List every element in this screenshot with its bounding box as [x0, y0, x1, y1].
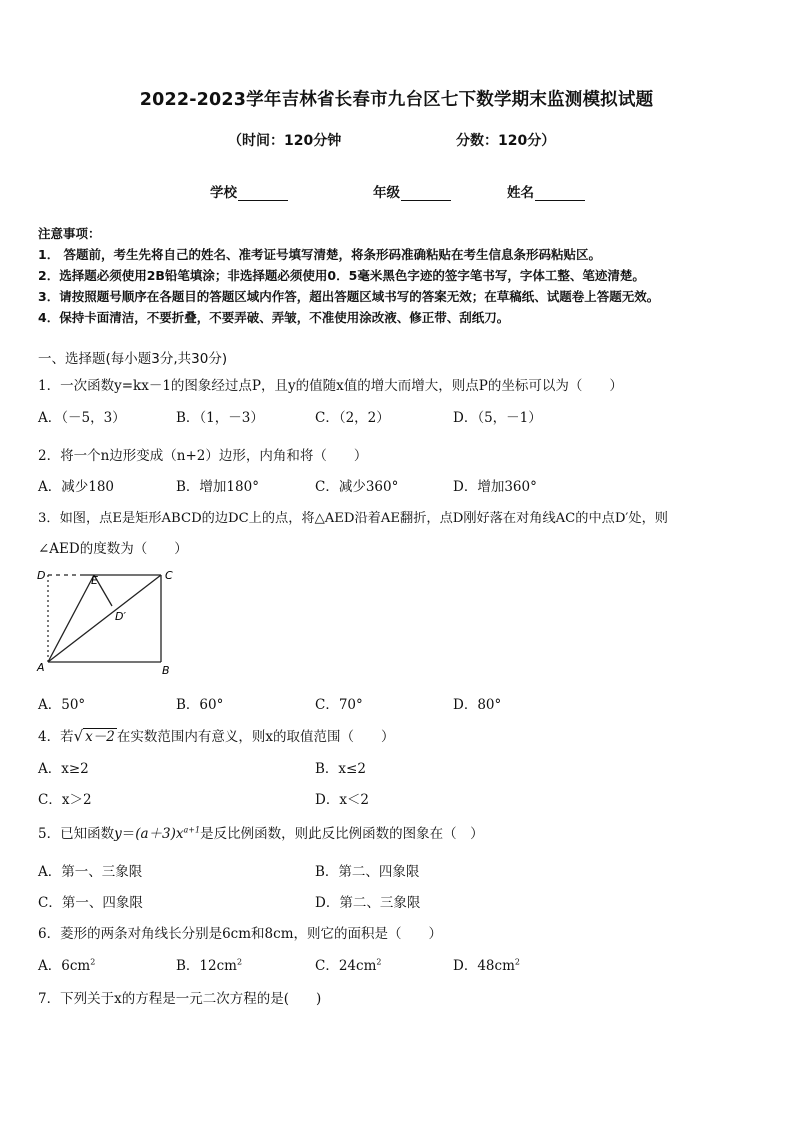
question-3-stem-line1: 3．如图，点E是矩形ABCD的边DC上的点，将△AED沿着AE翻折，点D刚好落在对角线AC的中点D′处，则	[38, 511, 668, 526]
name-blank[interactable]	[535, 186, 585, 201]
q1-option-a[interactable]: A．（－5，3）	[38, 410, 126, 426]
question-4-stem	[38, 725, 394, 745]
note-item-3: 3．请按照题号顺序在各题目的答题区域内作答，超出答题区域书写的答案无效；在草稿纸、试题卷上答题无效。	[38, 289, 660, 304]
school-label: 学校	[210, 185, 237, 201]
q4-option-d[interactable]: D．x＜2	[315, 792, 370, 808]
q1-option-c[interactable]: C．（2，2）	[315, 410, 390, 426]
q1-option-b[interactable]: B．（1，－3）	[176, 410, 264, 426]
q3-option-b[interactable]: B．60°	[176, 697, 224, 713]
page-title: 2022-2023学年吉林省长春市九台区七下数学期末监测模拟试题	[139, 90, 654, 110]
question-1-stem: 1．一次函数y=kx－1的图象经过点P，且y的值随x值的增大而增大，则点P的坐标可以为（ ）	[38, 378, 623, 394]
q5-option-a[interactable]: A．第一、三象限	[38, 864, 143, 880]
label-point-b: B	[162, 664, 170, 677]
school-blank[interactable]	[238, 186, 288, 201]
label-point-c: C	[165, 569, 173, 582]
label-point-d-prime: D′	[115, 610, 126, 623]
q3-option-c[interactable]: C．70°	[315, 697, 363, 713]
q6-option-b[interactable]	[176, 954, 242, 974]
q4-option-b[interactable]: B．x≤2	[315, 761, 366, 777]
q6-option-b-exp: 2	[236, 957, 243, 967]
q5-func-x: x	[175, 826, 184, 842]
q5-option-b[interactable]: B．第二、四象限	[315, 864, 420, 880]
q6-option-d[interactable]	[453, 954, 520, 974]
label-point-a: A	[37, 661, 45, 674]
q4-stem-prefix: 4．若	[38, 729, 74, 745]
grade-blank[interactable]	[401, 186, 451, 201]
q6-option-c-exp: 2	[376, 957, 382, 967]
question-6-stem: 6．菱形的两条对角线长分别是6cm和8cm，则它的面积是（ ）	[38, 926, 442, 942]
question-3-stem-line2: ∠AED的度数为（ ）	[38, 541, 188, 557]
label-point-e: E	[91, 574, 98, 587]
q6-option-d-exp: 2	[514, 957, 520, 967]
section-heading: 一、选择题(每小题3分,共30分)	[38, 351, 228, 367]
q4-option-a[interactable]: A．x≥2	[38, 761, 89, 777]
name-field[interactable]	[507, 181, 585, 201]
school-field[interactable]	[210, 181, 288, 201]
q6-option-a[interactable]	[38, 954, 95, 974]
note-item-2: 2．选择题必须使用2B铅笔填涂；非选择题必须使用0．5毫米黑色字迹的签字笔书写，字体工整、笔迹清楚。	[38, 268, 645, 283]
q6-option-c[interactable]	[315, 954, 381, 974]
q6-option-b-text: B．12cm	[176, 958, 237, 974]
notes-heading: 注意事项：	[38, 226, 101, 241]
q2-option-c[interactable]: C．减少360°	[315, 479, 399, 495]
q5-func-y: y	[114, 826, 122, 842]
q4-stem-suffix: 在实数范围内有意义，则x的取值范围（ ）	[116, 729, 395, 745]
sqrt-symbol: √	[73, 727, 84, 745]
note-item-1: 1． 答题前，考生先将自己的姓名、准考证号填写清楚，将条形码准确粘贴在考生信息条形码粘贴区。	[38, 247, 602, 262]
q6-option-a-exp: 2	[90, 957, 96, 967]
q6-option-d-text: D．48cm	[453, 958, 515, 974]
grade-label: 年级	[373, 185, 400, 201]
q5-option-c[interactable]: C．第一、四象限	[38, 895, 143, 911]
exam-score: 分数：120分）	[456, 133, 556, 149]
q5-func-exponent: a+1	[183, 825, 201, 835]
q6-option-c-text: C．24cm	[315, 958, 377, 974]
label-point-d: D	[37, 569, 46, 582]
q5-stem-prefix: 5．已知函数	[38, 826, 115, 842]
grade-field[interactable]	[373, 181, 451, 201]
question-2-stem: 2．将一个n边形变成（n+2）边形，内角和将（ ）	[38, 448, 368, 464]
diagonal-ac	[48, 575, 161, 662]
q3-option-d[interactable]: D．80°	[453, 697, 502, 713]
q6-option-a-text: A．6cm	[38, 958, 91, 974]
q4-option-c[interactable]: C．x＞2	[38, 792, 92, 808]
question-5-stem	[38, 822, 484, 842]
q1-option-d[interactable]: D．（5，－1）	[453, 410, 542, 426]
q4-radicand: x－2	[85, 729, 115, 745]
segment-ae	[48, 575, 94, 662]
q5-func-eq: ＝	[121, 826, 136, 842]
question-7-stem: 7．下列关于x的方程是一元二次方程的是( )	[38, 991, 322, 1007]
q3-figure-rectangle-abcd	[34, 563, 184, 683]
q5-option-d[interactable]: D．第二、三象限	[315, 895, 421, 911]
q2-option-b[interactable]: B．增加180°	[176, 479, 259, 495]
note-item-4: 4．保持卡面清洁，不要折叠，不要弄破、弄皱，不准使用涂改液、修正带、刮纸刀。	[38, 310, 510, 325]
q5-func-coefficient: (a＋3)	[135, 826, 176, 842]
q5-stem-suffix: 是反比例函数，则此反比例函数的图象在（ ）	[200, 826, 484, 842]
q2-option-d[interactable]: D．增加360°	[453, 479, 537, 495]
q3-option-a[interactable]: A．50°	[38, 697, 86, 713]
name-label: 姓名	[507, 185, 534, 201]
q2-option-a[interactable]: A．减少180	[38, 479, 115, 495]
exam-time: （时间：120分钟	[228, 133, 342, 149]
